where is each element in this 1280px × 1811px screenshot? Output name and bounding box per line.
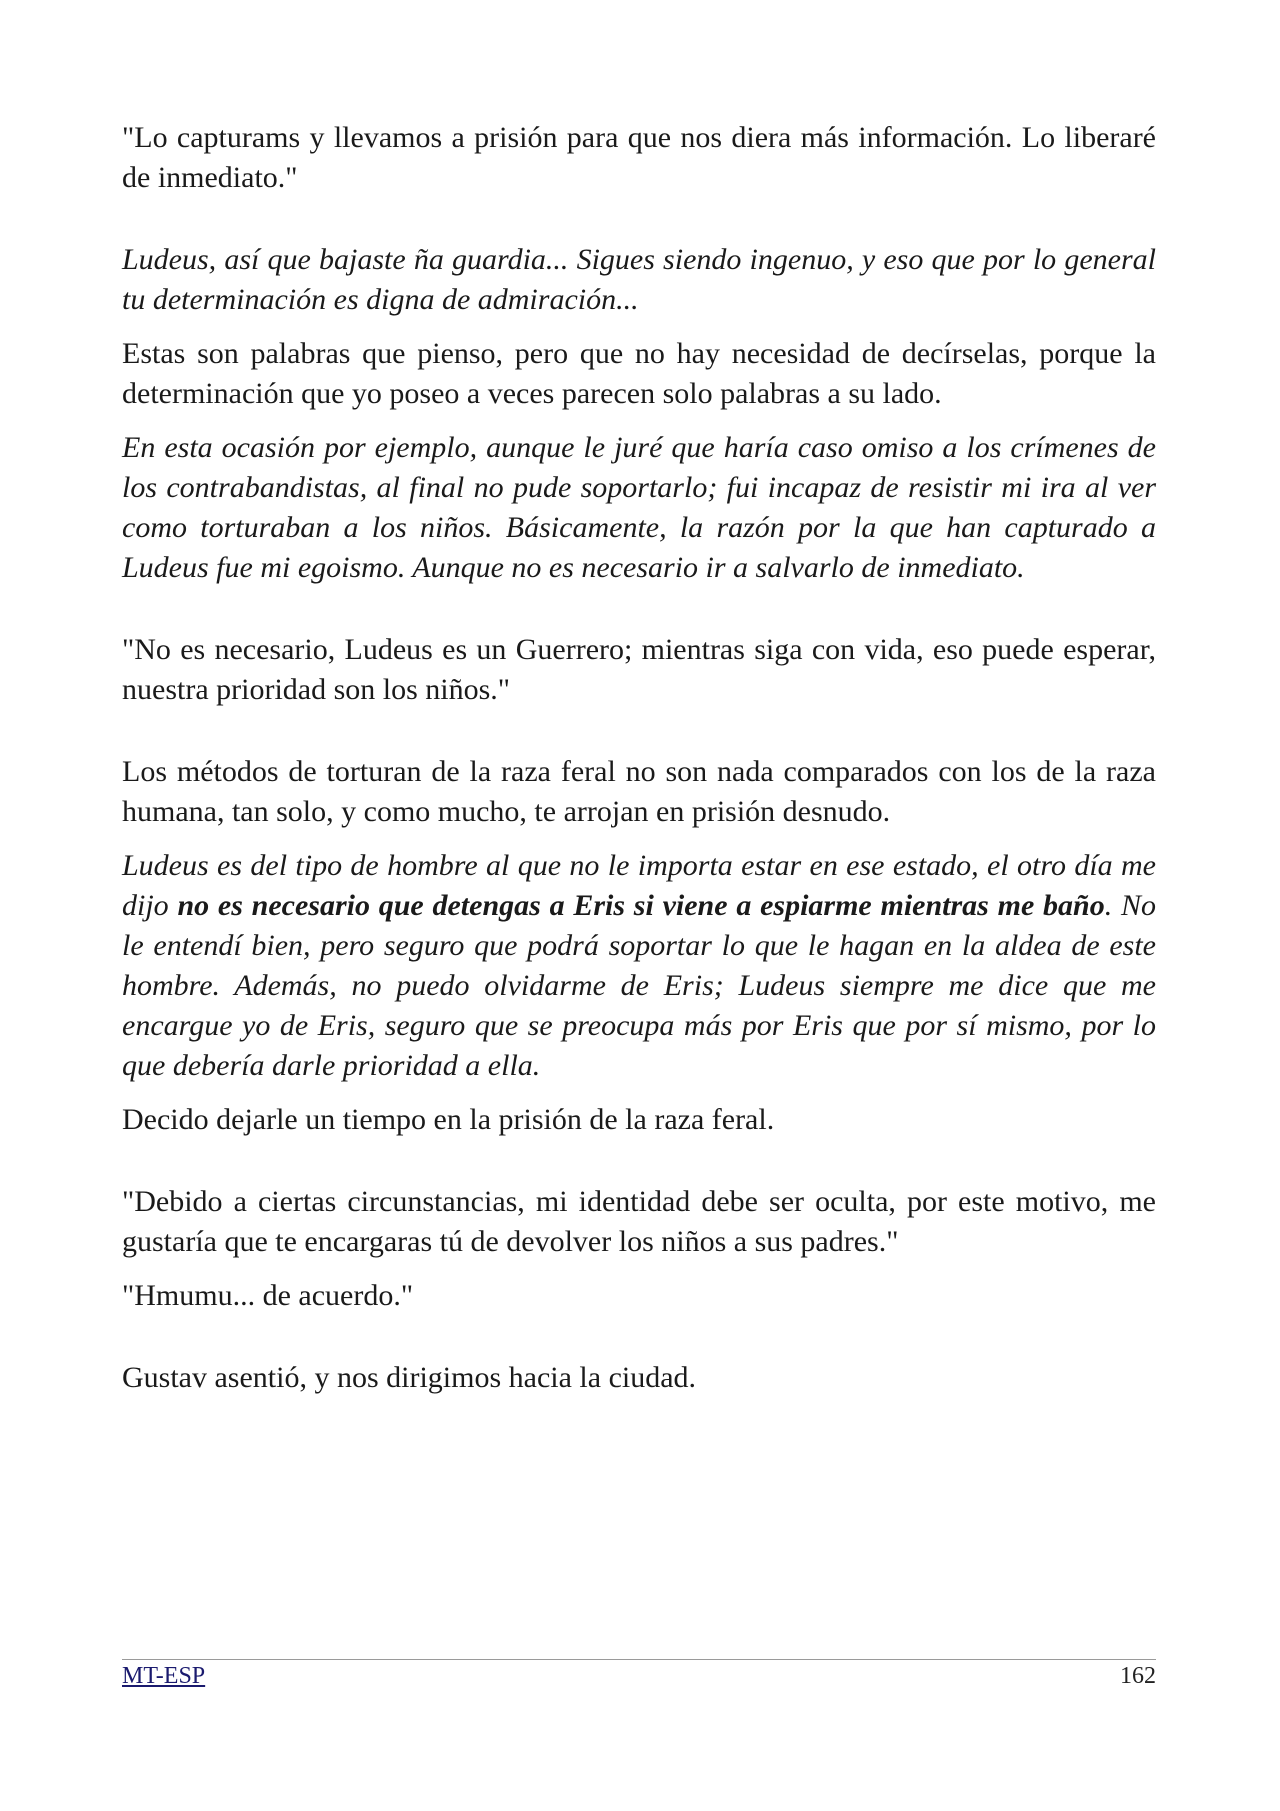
dialogue-paragraph: "No es necesario, Ludeus es un Guerrero; mientras siga con vida, eso puede esperar, nuestra prioridad son los niños." xyxy=(122,633,1156,706)
emphasized-quote: no es necesario que detengas a Eris si viene a espiarme mientras me baño xyxy=(177,889,1105,922)
dialogue-paragraph: "Lo capturams y llevamos a prisión para que nos diera más información. Lo liberaré de inmediato." xyxy=(122,121,1156,194)
narration-paragraph: Decido dejarle un tiempo en la prisión de la raza feral. xyxy=(122,1103,775,1136)
footer-source-link[interactable]: MT-ESP xyxy=(122,1663,206,1689)
thought-text: Ludeus es del tipo de hombre al que no le importa estar en ese estado, el otro día me dijo xyxy=(122,849,1156,922)
narration-paragraph: Estas son palabras que pienso, pero que no hay necesidad de decírselas, porque la determinación que yo poseo a veces parecen solo palabras a su lado. xyxy=(122,337,1156,410)
footer-divider xyxy=(122,1659,1156,1660)
page-body xyxy=(122,118,1156,1398)
narration-paragraph: Gustav asentió, y nos dirigimos hacia la ciudad. xyxy=(122,1361,697,1394)
thought-text: . No le entendí bien, pero seguro que podrá soportar lo que le hagan en la aldea de este hombre. Además, no puedo olvidarme de Eris; Ludeus siempre me dice que me encargue yo de Eris, seguro que se preocupa más por Eris que por sí mismo, por lo que debería darle prioridad a ella. xyxy=(122,889,1156,1082)
page-number: 162 xyxy=(1120,1663,1156,1689)
thought-paragraph xyxy=(122,846,1156,1086)
thought-paragraph: En esta ocasión por ejemplo, aunque le juré que haría caso omiso a los crímenes de los contrabandistas, al final no pude soportarlo; fui incapaz de resistir mi ira al ver como torturaban a los niños. Básicamente, la razón por la que han capturado a Ludeus fue mi egoismo. Aunque no es necesario ir a salvarlo de inmediato. xyxy=(122,431,1156,584)
dialogue-paragraph: "Hmumu... de acuerdo." xyxy=(122,1279,414,1312)
narration-paragraph: Los métodos de torturan de la raza feral no son nada comparados con los de la raza humana, tan solo, y como mucho, te arrojan en prisión desnudo. xyxy=(122,755,1156,828)
thought-paragraph: Ludeus, así que bajaste ña guardia... Sigues siendo ingenuo, y eso que por lo general tu determinación es digna de admiración... xyxy=(122,243,1156,316)
dialogue-paragraph: "Debido a ciertas circunstancias, mi identidad debe ser oculta, por este motivo, me gustaría que te encargaras tú de devolver los niños a sus padres." xyxy=(122,1185,1156,1258)
